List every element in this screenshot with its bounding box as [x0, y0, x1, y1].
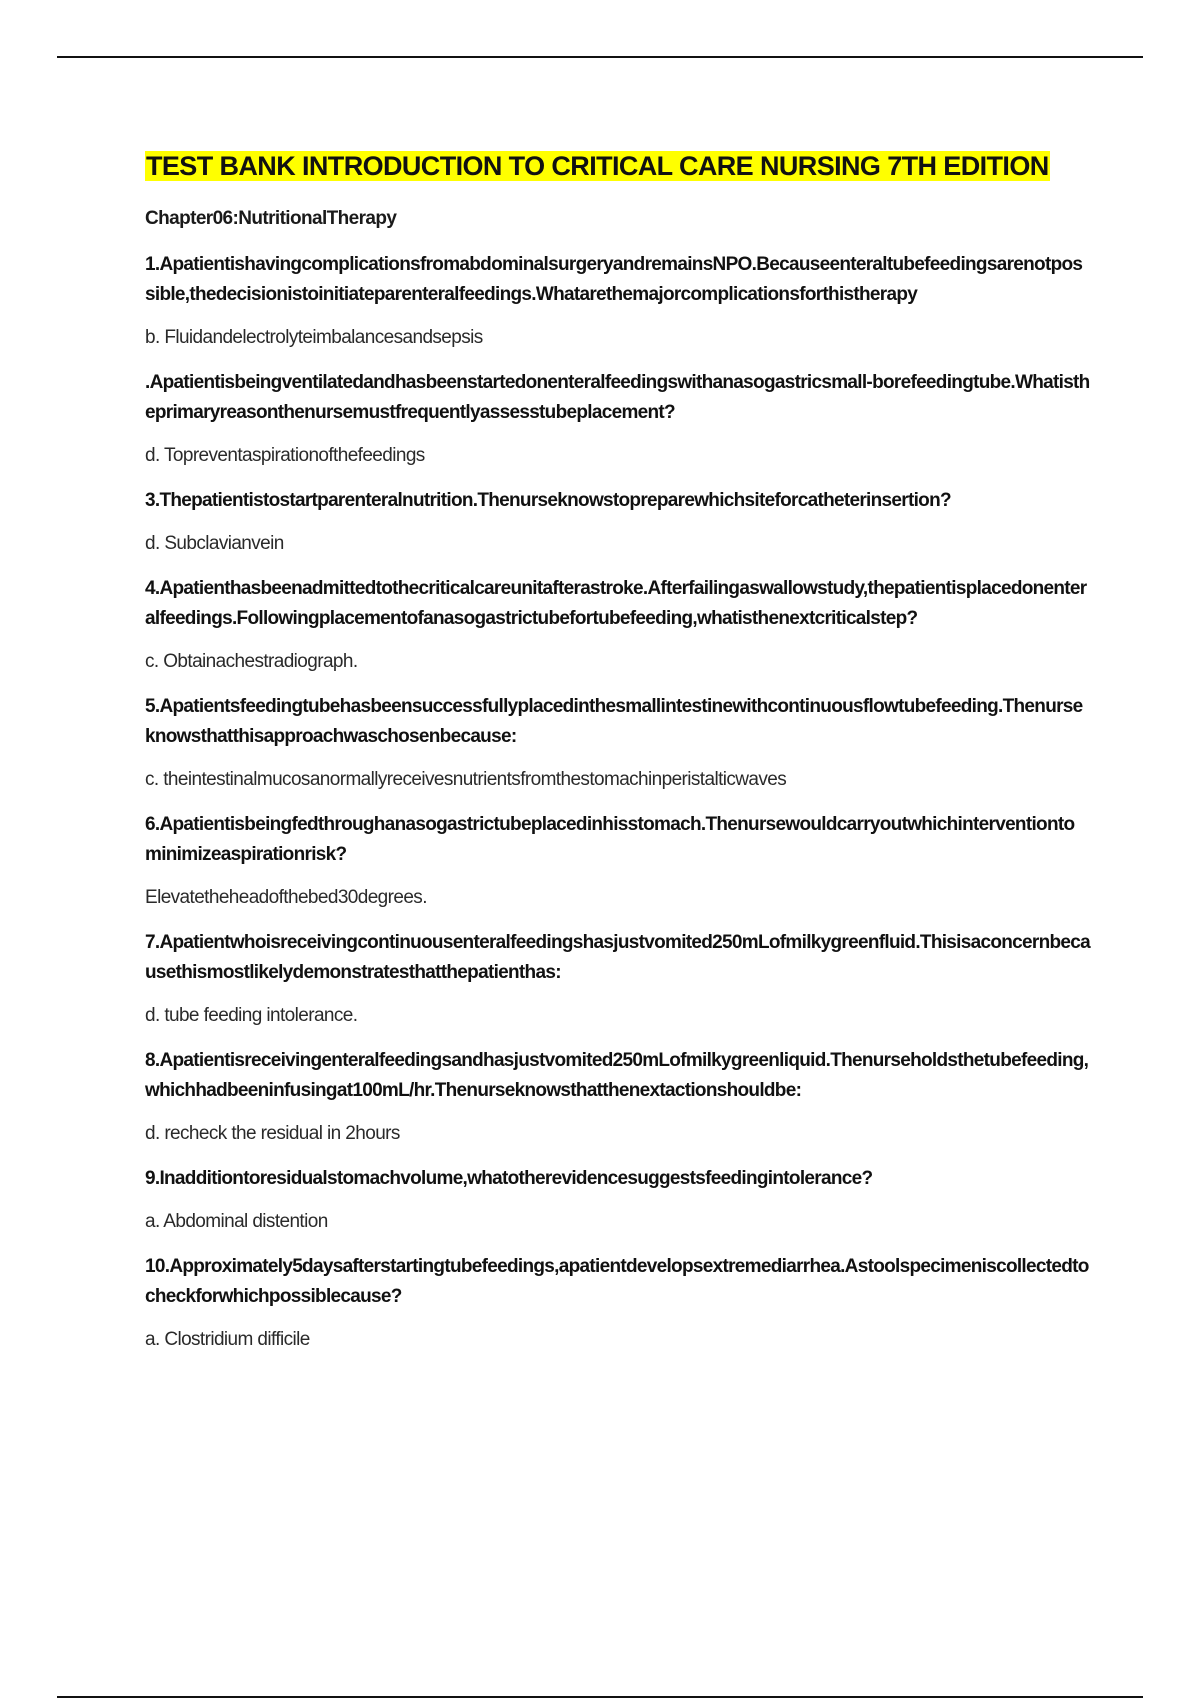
question-text: 10.Approximately5daysafterstartingtubefeedings,apatientdevelopsextremediarrhea.Astoolspecimeniscollectedtocheckforwhichpossiblecause?: [145, 1256, 1089, 1307]
qa-item-2: [145, 368, 1090, 470]
answer-text: c. theintestinalmucosanormallyreceivesnutrientsfromthestomachinperistalticwaves: [145, 769, 787, 790]
answer-text: d. tube feeding intolerance.: [145, 1005, 358, 1026]
question-text: 1.ApatientishavingcomplicationsfromabdominalsurgeryandremainsNPO.Becauseenteraltubefeedingsarenotpossible,thedecisionistoinitiateparenteralfeedings.Whatarethemajorcomplicationsforthistherapy: [145, 254, 1083, 305]
answer-text: b. Fluidandelectrolyteimbalancesandsepsis: [145, 327, 483, 348]
qa-item-10: [145, 1252, 1090, 1354]
qa-item-6: [145, 810, 1090, 912]
answer-text: Elevatetheheadofthebed30degrees.: [145, 887, 427, 908]
chapter-heading: Chapter06:NutritionalTherapy: [145, 208, 397, 229]
question-text: 4.Apatienthasbeenadmittedtothecriticalcareunitafterastroke.Afterfailingaswallowstudy,thepatientisplacedonenteralfeedings.Followingplacementofanasogastrictubefortubefeeding,whatisthenextcriticalstep?: [145, 578, 1087, 629]
question-text: .Apatientisbeingventilatedandhasbeenstartedonenteralfeedingswithanasogastricsmall-borefeedingtube.Whatistheprimaryreasonthenursemustfrequentlyassesstubeplacement?: [145, 372, 1090, 423]
header-rule: [57, 56, 1143, 58]
qa-item-1: [145, 250, 1090, 352]
answer-text: d. recheck the residual in 2hours: [145, 1123, 400, 1144]
question-text: 9.Inadditiontoresidualstomachvolume,whatotherevidencesuggestsfeedingintolerance?: [145, 1168, 873, 1189]
answer-text: a. Abdominal distention: [145, 1211, 328, 1232]
document-title: [145, 148, 1090, 184]
question-text: 8.Apatientisreceivingenteralfeedingsandhasjustvomited250mLofmilkygreenliquid.Thenurseholdsthetubefeeding,whichhadbeeninfusingat100mL/hr.Thenurseknowsthatthenextactionshouldbe:: [145, 1050, 1089, 1101]
answer-text: a. Clostridium difficile: [145, 1329, 310, 1350]
qa-item-7: [145, 928, 1090, 1030]
footer-rule: [57, 1696, 1143, 1698]
qa-item-4: [145, 574, 1090, 676]
question-text: 3.Thepatientistostartparenteralnutrition.Thenurseknowstopreparewhichsiteforcatheterinsertion?: [145, 490, 951, 511]
title-highlight: TEST BANK INTRODUCTION TO CRITICAL CARE NURSING 7TH EDITION: [146, 151, 1049, 181]
qa-item-8: [145, 1046, 1090, 1148]
qa-item-3: [145, 486, 1090, 558]
answer-text: c. Obtainachestradiograph.: [145, 651, 358, 672]
answer-text: d. Subclavianvein: [145, 533, 284, 554]
qa-item-5: [145, 692, 1090, 794]
question-text: 7.Apatientwhoisreceivingcontinuousenteralfeedingshasjustvomited250mLofmilkygreenfluid.Thisisaconcernbecausethismostlikelydemonstratesthatthepatienthas:: [145, 932, 1091, 983]
question-text: 6.Apatientisbeingfedthroughanasogastrictubeplacedinhisstomach.Thenursewouldcarryoutwhichinterventiontominimizeaspirationrisk?: [145, 814, 1075, 865]
question-text: 5.Apatientsfeedingtubehasbeensuccessfullyplacedinthesmallintestinewithcontinuousflowtubefeeding.Thenurseknowsthatthisapproachwaschosenbecause:: [145, 696, 1083, 747]
qa-item-9: [145, 1164, 1090, 1236]
answer-text: d. Topreventaspirationofthefeedings: [145, 445, 425, 466]
document-body: [145, 148, 1090, 1370]
